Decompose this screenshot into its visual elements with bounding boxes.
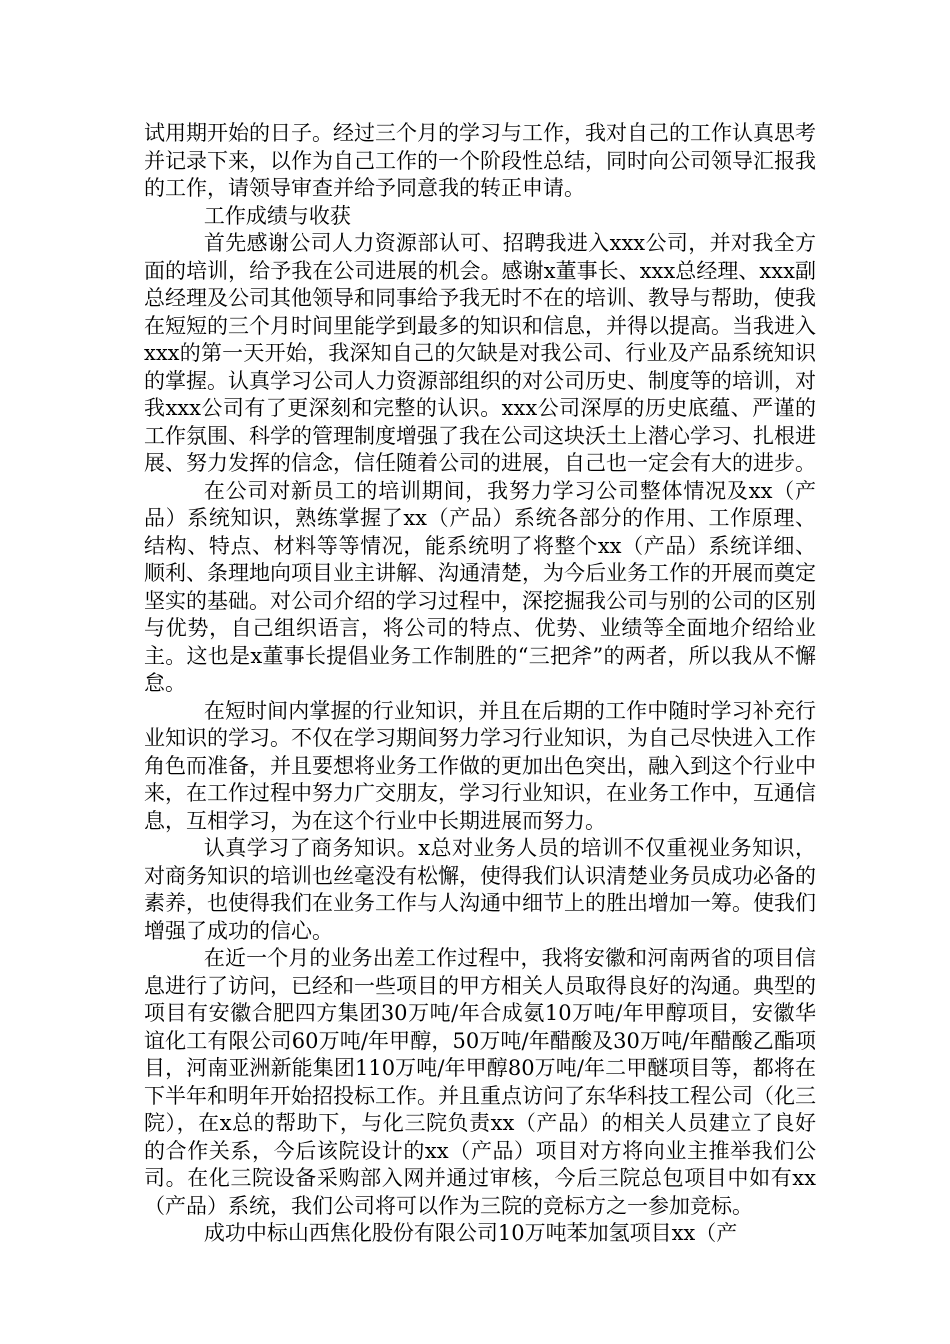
paragraph-thanks: 首先感谢公司人力资源部认可、招聘我进入xxx公司，并对我全方面的培训，给予我在公司进展的机会。感谢x董事长、xxx总经理、xxx副总经理及公司其他领导和同事给予我无时不在的培训、教导与帮助，使我在短短的三个月时间里能学到最多的知识和信息，并得以提高。当我进入xxx的第一天开始，我深知自己的欠缺是对我公司、行业及产品系统知识的掌握。认真学习公司人力资源部组织的对公司历史、制度等的培训，对我xxx公司有了更深刻和完整的认识。xxx公司深厚的历史底蕴、严谨的工作氛围、科学的管理制度增强了我在公司这块沃土上潜心学习、扎根进展、努力发挥的信念，信任随着公司的进展，自己也一定会有大的进步。 bbox=[144, 231, 816, 475]
paragraph-business-knowledge: 认真学习了商务知识。x总对业务人员的培训不仅重视业务知识，对商务知识的培训也丝毫没有松懈，使得我们认识清楚业务员成功必备的素养，也使得我们在业务工作与人沟通中细节上的胜出增加一筹。使我们增强了成功的信心。 bbox=[144, 836, 816, 943]
paragraph-business-trip: 在近一个月的业务出差工作过程中，我将安徽和河南两省的项目信息进行了访问，已经和一些项目的甲方相关人员取得良好的沟通。典型的项目有安徽合肥四方集团30万吨/年合成氨10万吨/年甲醇项目，安徽华谊化工有限公司60万吨/年甲醇，50万吨/年醋酸及30万吨/年醋酸乙酯项目，河南亚洲新能集团110万吨/年甲醇80万吨/年二甲醚项目等，都将在下半年和明年开始招投标工作。并且重点访问了东华科技工程公司（化三院），在x总的帮助下，与化三院负责xx（产品）的相关人员建立了良好的合作关系，今后该院设计的xx（产品）项目对方将向业主推举我们公司。在化三院设备采购部入网并通过审核，今后三院总包项目中如有xx（产品）系统，我们公司将可以作为三院的竞标方之一参加竞标。 bbox=[144, 946, 816, 1218]
section-heading: 工作成绩与收获 bbox=[203, 203, 351, 228]
document-page bbox=[144, 120, 816, 1248]
paragraph-intro-continued: 试用期开始的日子。经过三个月的学习与工作，我对自己的工作认真思考并记录下来，以作为自己工作的一个阶段性总结，同时向公司领导汇报我的工作，请领导审查并给予同意我的转正申请。 bbox=[144, 121, 816, 200]
paragraph-industry-knowledge: 在短时间内掌握的行业知识，并且在后期的工作中随时学习补充行业知识的学习。不仅在学习期间努力学习行业知识，为自己尽快进入工作角色而准备，并且要想将业务工作做的更加出色突出，融入到这个行业中来，在工作过程中努力广交朋友，学习行业知识，在业务工作中，互通信息，互相学习，为在这个行业中长期进展而努力。 bbox=[144, 698, 816, 833]
paragraph-product-training: 在公司对新员工的培训期间，我努力学习公司整体情况及xx（产品）系统知识，熟练掌握了xx（产品）系统各部分的作用、工作原理、结构、特点、材料等等情况，能系统明了将整个xx（产品）系统详细、顺利、条理地向项目业主讲解、沟通清楚，为今后业务工作的开展而奠定坚实的基础。对公司介绍的学习过程中，深挖掘我公司与别的公司的区别与优势，自己组织语言，将公司的特点、优势、业绩等全面地介绍给业主。这也是x董事长提倡业务工作制胜的“三把斧”的两者，所以我从不懈怠。 bbox=[144, 478, 816, 695]
paragraph-bid-won: 成功中标山西焦化股份有限公司10万吨苯加氢项目xx（产 bbox=[203, 1221, 738, 1245]
